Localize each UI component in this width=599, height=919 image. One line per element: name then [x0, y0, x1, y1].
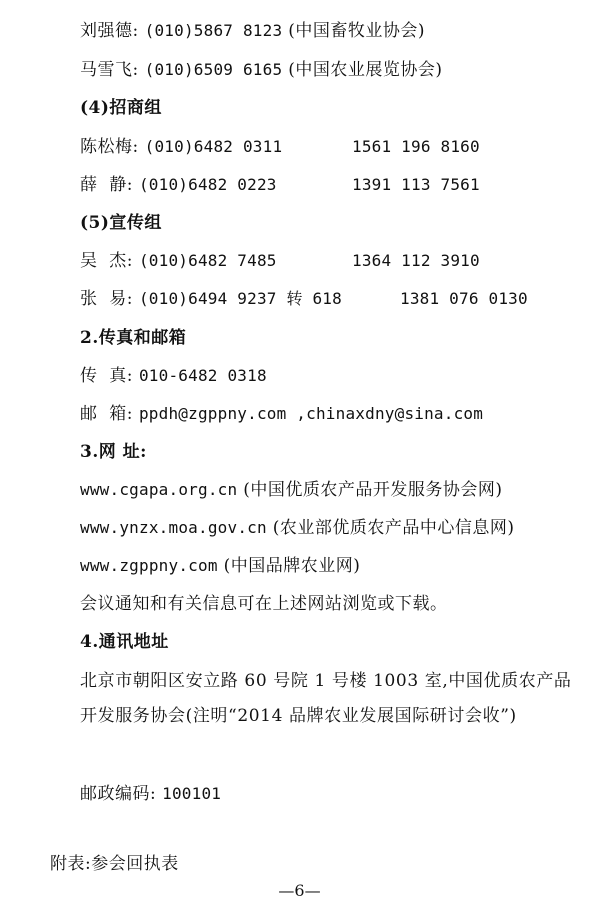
section2-heading: 2.传真和邮箱	[80, 328, 187, 348]
contact-mobile: 1364 112 3910	[352, 251, 480, 270]
contact-phone: (010)6482 0311	[144, 137, 283, 156]
website-line	[80, 555, 360, 577]
website-note: 会议通知和有关信息可在上述网站浏览或下载。	[80, 594, 448, 614]
postcode-label: 邮政编码:	[80, 784, 157, 804]
website-desc: (中国品牌农业网)	[223, 556, 361, 576]
contact-phone: (010)6494 9237 转 618	[138, 289, 342, 308]
contact-name: 陈松梅:	[80, 137, 139, 157]
fax-line	[80, 365, 267, 387]
group5-heading: (5)宣传组	[80, 213, 162, 233]
contact-phone: (010)5867 8123	[144, 21, 283, 40]
email-value: ppdh@zgppny.com ,chinaxdny@sina.com	[138, 404, 484, 423]
contact-mobile: 1381 076 0130	[400, 289, 528, 308]
website-desc: (农业部优质农产品中心信息网)	[272, 518, 515, 538]
postcode-value: 100101	[162, 784, 222, 803]
contact-org: (中国农业展览协会)	[288, 60, 443, 80]
fax-value: 010-6482 0318	[138, 366, 267, 385]
contact-org: (中国畜牧业协会)	[288, 21, 425, 41]
contact-line	[80, 250, 580, 272]
contact-mobile: 1561 196 8160	[352, 137, 480, 156]
contact-line	[80, 174, 580, 196]
contact-line	[80, 288, 580, 310]
section4-heading: 4.通讯地址	[80, 632, 169, 652]
contact-name: 马雪飞:	[80, 60, 139, 80]
fax-label: 传 真:	[80, 366, 134, 386]
contact-mobile: 1391 113 7561	[352, 175, 480, 194]
email-label: 邮 箱:	[80, 404, 134, 424]
section3-heading: 3.网 址:	[80, 442, 147, 462]
page-number: —6—	[278, 881, 321, 900]
website-url[interactable]: www.ynzx.moa.gov.cn	[80, 518, 267, 537]
contact-name: 刘强德:	[80, 21, 139, 41]
contact-line	[80, 20, 425, 42]
address-paragraph: 北京市朝阳区安立路 60 号院 1 号楼 1003 室,中国优质农产品开发服务协会(注明“2014 品牌农业发展国际研讨会收”)	[80, 671, 572, 726]
website-line	[80, 517, 515, 539]
contact-phone: (010)6509 6165	[144, 60, 283, 79]
postcode-line	[80, 783, 221, 805]
group4-heading: (4)招商组	[80, 98, 162, 118]
contact-phone: (010)6482 7485	[138, 251, 277, 270]
email-line	[80, 403, 483, 425]
contact-line	[80, 59, 442, 81]
contact-name: 薛 静:	[80, 175, 134, 195]
contact-phone: (010)6482 0223	[138, 175, 277, 194]
website-url[interactable]: www.cgapa.org.cn	[80, 480, 238, 499]
attachment-note: 附表:参会回执表	[50, 854, 179, 874]
website-line	[80, 479, 503, 501]
website-url[interactable]: www.zgppny.com	[80, 556, 218, 575]
website-desc: (中国优质农产品开发服务协会网)	[243, 480, 503, 500]
contact-name: 张 易:	[80, 289, 134, 309]
contact-line	[80, 136, 580, 158]
contact-name: 吴 杰:	[80, 251, 134, 271]
